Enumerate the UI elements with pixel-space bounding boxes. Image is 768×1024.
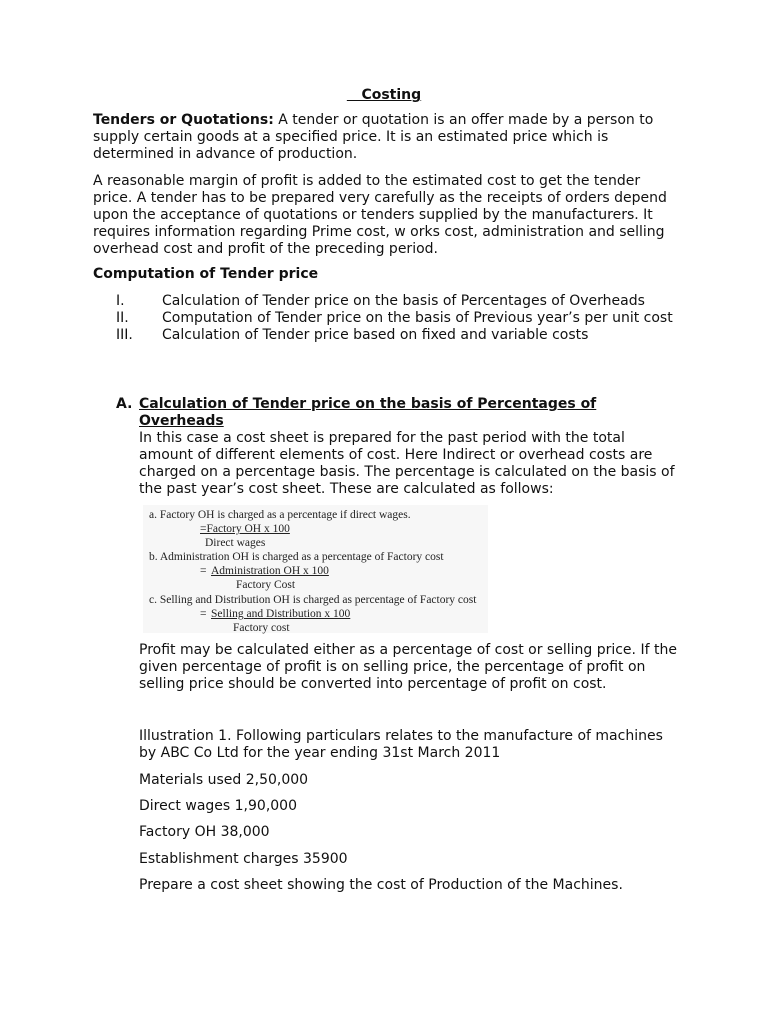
particular-materials: Materials used 2,50,000 bbox=[139, 772, 309, 788]
intro-term: Tenders or Quotations: bbox=[93, 112, 274, 128]
intro-paragraph bbox=[93, 112, 683, 163]
formula-b-line: b. Administration OH is charged as a percentage of Factory cost bbox=[149, 551, 444, 563]
section-heading: Calculation of Tender price on the basis of Percentages of Overheads bbox=[139, 396, 597, 429]
instruction-line: Prepare a cost sheet showing the cost of Production of the Machines. bbox=[139, 877, 623, 893]
section-body: In this case a cost sheet is prepared for the past period with the total amount of different elements of cost. Here Indirect or overhead costs are charged on a percentage basis. The percentage is calculated on the basis of the past year’s cost sheet. These are calculated as follows: bbox=[139, 430, 675, 497]
formula-a-numerator: =Factory OH x 100 bbox=[200, 523, 290, 535]
formula-c-line: c. Selling and Distribution OH is charged as percentage of Factory cost bbox=[149, 594, 477, 606]
list-text: Calculation of Tender price on the basis of Percentages of Overheads bbox=[162, 293, 645, 309]
formula-a-line: a. Factory OH is charged as a percentage if direct wages. bbox=[149, 509, 411, 521]
list-number: III. bbox=[116, 327, 133, 343]
list-item bbox=[116, 293, 676, 310]
methods-list bbox=[116, 293, 676, 344]
profit-paragraph: Profit may be calculated either as a percentage of cost or selling price. If the given percentage of profit is on selling price, the percentage of profit on selling price should be converted into percentage of profit on cost. bbox=[139, 642, 677, 692]
particular-establishment: Establishment charges 35900 bbox=[139, 851, 348, 867]
particular-direct-wages: Direct wages 1,90,000 bbox=[139, 798, 297, 814]
computation-heading: Computation of Tender price bbox=[93, 266, 319, 282]
intro-text: A tender or quotation is an offer made by a person to supply certain goods at a specified price. It is an estimated price which is determined in advance of production. bbox=[93, 112, 654, 162]
section-letter: A. bbox=[116, 396, 133, 412]
formula-c-denominator: Factory cost bbox=[233, 622, 290, 634]
formula-a-denominator: Direct wages bbox=[205, 537, 266, 549]
formula-b-numerator: Administration OH x 100 bbox=[211, 565, 329, 577]
list-text: Calculation of Tender price based on fixed and variable costs bbox=[162, 327, 589, 343]
margin-paragraph: A reasonable margin of profit is added to the estimated cost to get the tender price. A tender has to be prepared very carefully as the receipts of orders depend upon the acceptance of quotations or tenders supplied by the manufacturers. It requires information regarding Prime cost, w orks cost, administration and selling overhead cost and profit of the preceding period. bbox=[93, 173, 667, 257]
formula-b-denominator: Factory Cost bbox=[236, 579, 296, 591]
list-number: II. bbox=[116, 310, 129, 326]
formula-c-numerator: Selling and Distribution x 100 bbox=[211, 608, 351, 620]
list-item bbox=[116, 327, 676, 344]
page-title: Costing bbox=[346, 87, 422, 103]
formula-c-equals: = bbox=[200, 608, 207, 620]
list-text: Computation of Tender price on the basis of Previous year’s per unit cost bbox=[162, 310, 673, 326]
list-number: I. bbox=[116, 293, 125, 309]
illustration-paragraph: Illustration 1. Following particulars relates to the manufacture of machines by ABC Co Ltd for the year ending 31st March 2011 bbox=[139, 728, 663, 761]
formula-figure bbox=[143, 505, 488, 633]
list-item bbox=[116, 310, 676, 327]
particular-factory-oh: Factory OH 38,000 bbox=[139, 824, 270, 840]
section-a bbox=[116, 396, 676, 498]
formula-b-equals: = bbox=[200, 565, 207, 577]
